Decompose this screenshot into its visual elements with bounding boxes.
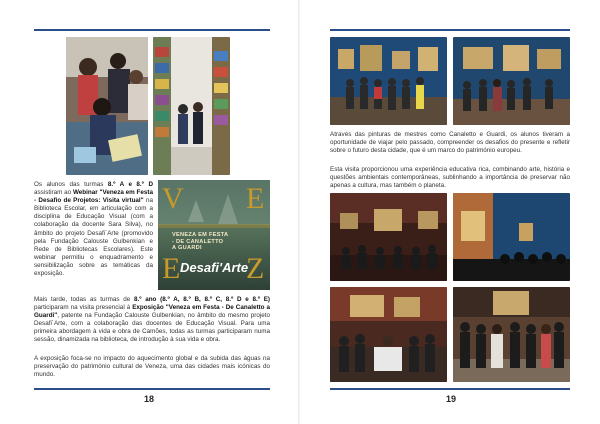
photo-students-table <box>66 37 148 175</box>
paragraph-visit <box>34 296 270 345</box>
photo-gallery-visit-3 <box>330 193 447 281</box>
poster-title-line: A GUARDI <box>172 245 202 251</box>
bottom-rule <box>34 388 270 390</box>
paragraph-experience: Esta visita proporcionou uma experiência educativa rica, combinando arte, história e questões ambientais contemporâneas, sublinhando a importância de preservar não apenas a cultura, mas também o planeta. <box>330 166 570 190</box>
poster-title-line: VENEZA EM FESTA <box>172 232 229 238</box>
poster-letter: Z <box>246 252 265 285</box>
text-bold-classes: 8.º ano (8.º A, 8.º B, 8.º C, 8.º D e 8.º E) <box>133 296 270 303</box>
top-rule <box>34 29 270 31</box>
poster-brand: Desafi'Arte <box>180 260 249 275</box>
photo-library-corridor <box>153 37 230 175</box>
text-bold-exhibition: Exposição "Veneza em Festa - De Canaletto a Guardi" <box>34 304 270 320</box>
bottom-rule <box>330 388 570 390</box>
photo-gallery-visit-5 <box>330 287 447 382</box>
photo-gallery-visit-6 <box>453 287 570 382</box>
poster-letter: V <box>162 182 184 215</box>
right-page <box>300 0 600 424</box>
text-segment: assistiram ao <box>34 189 73 197</box>
photo-gallery-visit-2 <box>453 37 570 125</box>
photo-gallery-visit-1 <box>330 37 447 125</box>
text-bold-webinar: Webinar "Veneza em Festa - Desafio de Projetos: Visita virtual" <box>34 189 154 205</box>
page-number: 19 <box>446 394 457 404</box>
poster-title-line: - DE CANALETTO <box>172 238 224 245</box>
top-rule <box>330 29 570 31</box>
text-segment: participaram na visita presencial à <box>34 304 133 312</box>
poster-title <box>172 232 228 252</box>
page-number: 18 <box>144 394 155 404</box>
paragraph-webinar <box>34 181 153 278</box>
text-segment: , patente na Fundação Calouste Gulbenkian, no âmbito do mesmo projeto Desafi´Arte, com a colaboração das docentes de Educação Visual. Para uma primeira abordagem à vida e obra de Camões, todas as turmas participaram numa sessão, dinamizada na biblioteca, de introdução à sua vida e obra. <box>34 312 270 344</box>
text-bold-classes: 8.º A e 8.º D <box>107 181 154 188</box>
photo-gallery-visit-4 <box>453 193 570 281</box>
paragraph-masters: Através das pinturas de mestres como Canaletto e Guardi, os alunos tiveram a oportunidade de viajar pelo passado, compreender os desafios do presente e refletir sobre o futuro desta cidade, que é um marco do património europeu. <box>330 131 570 155</box>
poster-letter: E <box>246 182 265 215</box>
poster-letter: E <box>162 252 181 285</box>
text-segment: Mais tarde, todas as turmas de <box>34 296 134 303</box>
paragraph-exhibition-focus: A exposição foca-se no impacto do aquecimento global e da subida das águas na preservação do património cultural de Veneza, uma das cidades mais icónicas do mundo. <box>34 355 270 379</box>
text-segment: na Biblioteca Escolar, em articulação com a disciplina de Educação Visual (com a colaboração da docente Sara Silva), no âmbito do projeto Desafi´Arte (promovido pela Fundação Calouste Gulbenkian e Rede de Bibliotecas Escolares). Este webinar permitiu o enquadramento e sensibilização sobre as temáticas da exposição. <box>34 197 153 278</box>
text-segment: Os alunos das turmas <box>34 181 108 188</box>
desafiarte-poster <box>158 180 270 290</box>
